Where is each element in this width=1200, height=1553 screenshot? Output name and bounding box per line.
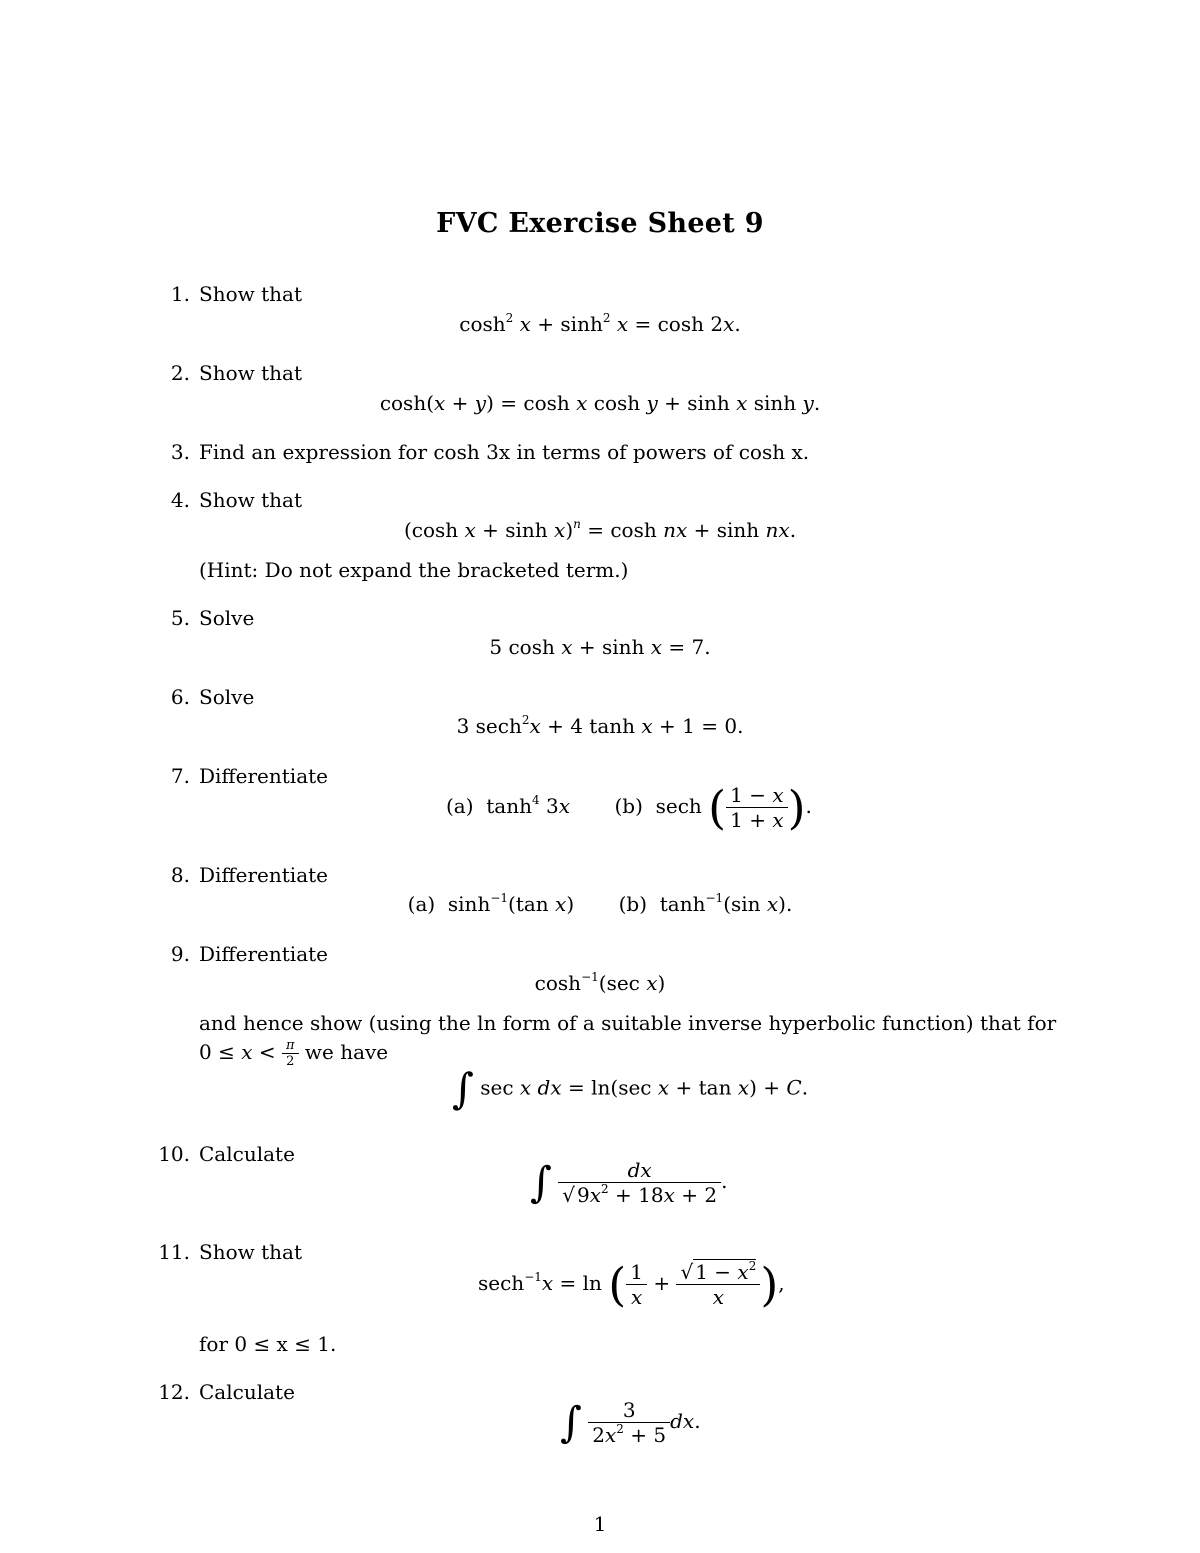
hence-text: and hence show (using the ln form of a suitable inverse hyperbolic function) that for: [199, 1011, 1057, 1035]
page-title: FVC Exercise Sheet 9: [436, 208, 764, 239]
equation-9: $\cosh^{-1}(\sec$ x): [534, 970, 666, 995]
equation-9b: ∫ sec x dx = ln(sec x + tan x) + C.: [452, 1064, 809, 1113]
equation-4: (cosh x + sinh x)$^n$ = cosh nx + sinh nx.: [403, 517, 797, 542]
item-number: 8.: [170, 863, 190, 887]
item-label: Calculate: [199, 1380, 295, 1404]
range-text-11: for 0 ≤ x ≤ 1.: [199, 1332, 337, 1356]
item-number: 7.: [170, 764, 190, 788]
equation-11: sech$^{-1}$x = ln ( $\frac{1}{x}$ + $\frac{√ 1 - x^2}{x}$ ),: [478, 1257, 785, 1312]
item-number: 6.: [170, 685, 190, 709]
equation-12: ∫ $\frac{3}{2x^2 + 5}$ dx.: [560, 1397, 701, 1447]
item-label: Solve: [199, 606, 255, 630]
item-label: Show that: [199, 282, 302, 306]
item-number: 3.: [170, 440, 190, 464]
item-label: Show that: [199, 488, 302, 512]
item-label: Differentiate: [199, 764, 328, 788]
equation-7: (a) $\tanh^4 3x$ (b) sech ( $\frac{1 - x}{1 + x}$ ).: [446, 780, 812, 835]
equation-1: $\cosh^2 x + \sinh^2 x = \cosh 2x$.: [459, 311, 741, 336]
item-number: 11.: [158, 1240, 190, 1264]
item-number: 4.: [170, 488, 190, 512]
equation-6: 3 sech$^2$x + 4 tanh x + 1 = 0.: [456, 713, 744, 738]
equation-2: cosh(x + y) = cosh x cosh y + sinh x sinh y.: [379, 391, 821, 415]
equation-10: ∫ $\frac{dx}{√ 9x^2 + 18x + 2}$ .: [530, 1157, 728, 1207]
item-number: 9.: [170, 942, 190, 966]
item-number: 2.: [170, 361, 190, 385]
item-label: Show that: [199, 361, 302, 385]
item-label: Solve: [199, 685, 255, 709]
equation-8: (a) $\sinh^{-1}(\tan$ x) (b) $\tanh^{-1}(\sin$ x).: [407, 891, 793, 916]
item-number: 12.: [158, 1380, 190, 1404]
item-label: Differentiate: [199, 942, 328, 966]
item-label: Calculate: [199, 1142, 295, 1166]
item-label: Differentiate: [199, 863, 328, 887]
item-label: Show that: [199, 1240, 302, 1264]
hint-text: (Hint: Do not expand the bracketed term.): [199, 558, 629, 582]
item-label: Find an expression for cosh 3x in terms of powers of cosh x.: [199, 440, 810, 464]
page-number: 1: [593, 1512, 607, 1536]
range-text: 0 ≤ x < $\frac{\pi}{2}$ we have: [199, 1038, 389, 1069]
equation-5: 5 cosh x + sinh x = 7.: [489, 635, 711, 659]
item-number: 10.: [158, 1142, 190, 1166]
item-number: 5.: [170, 606, 190, 630]
we-have-text: we have: [304, 1040, 389, 1064]
item-number: 1.: [170, 282, 190, 306]
